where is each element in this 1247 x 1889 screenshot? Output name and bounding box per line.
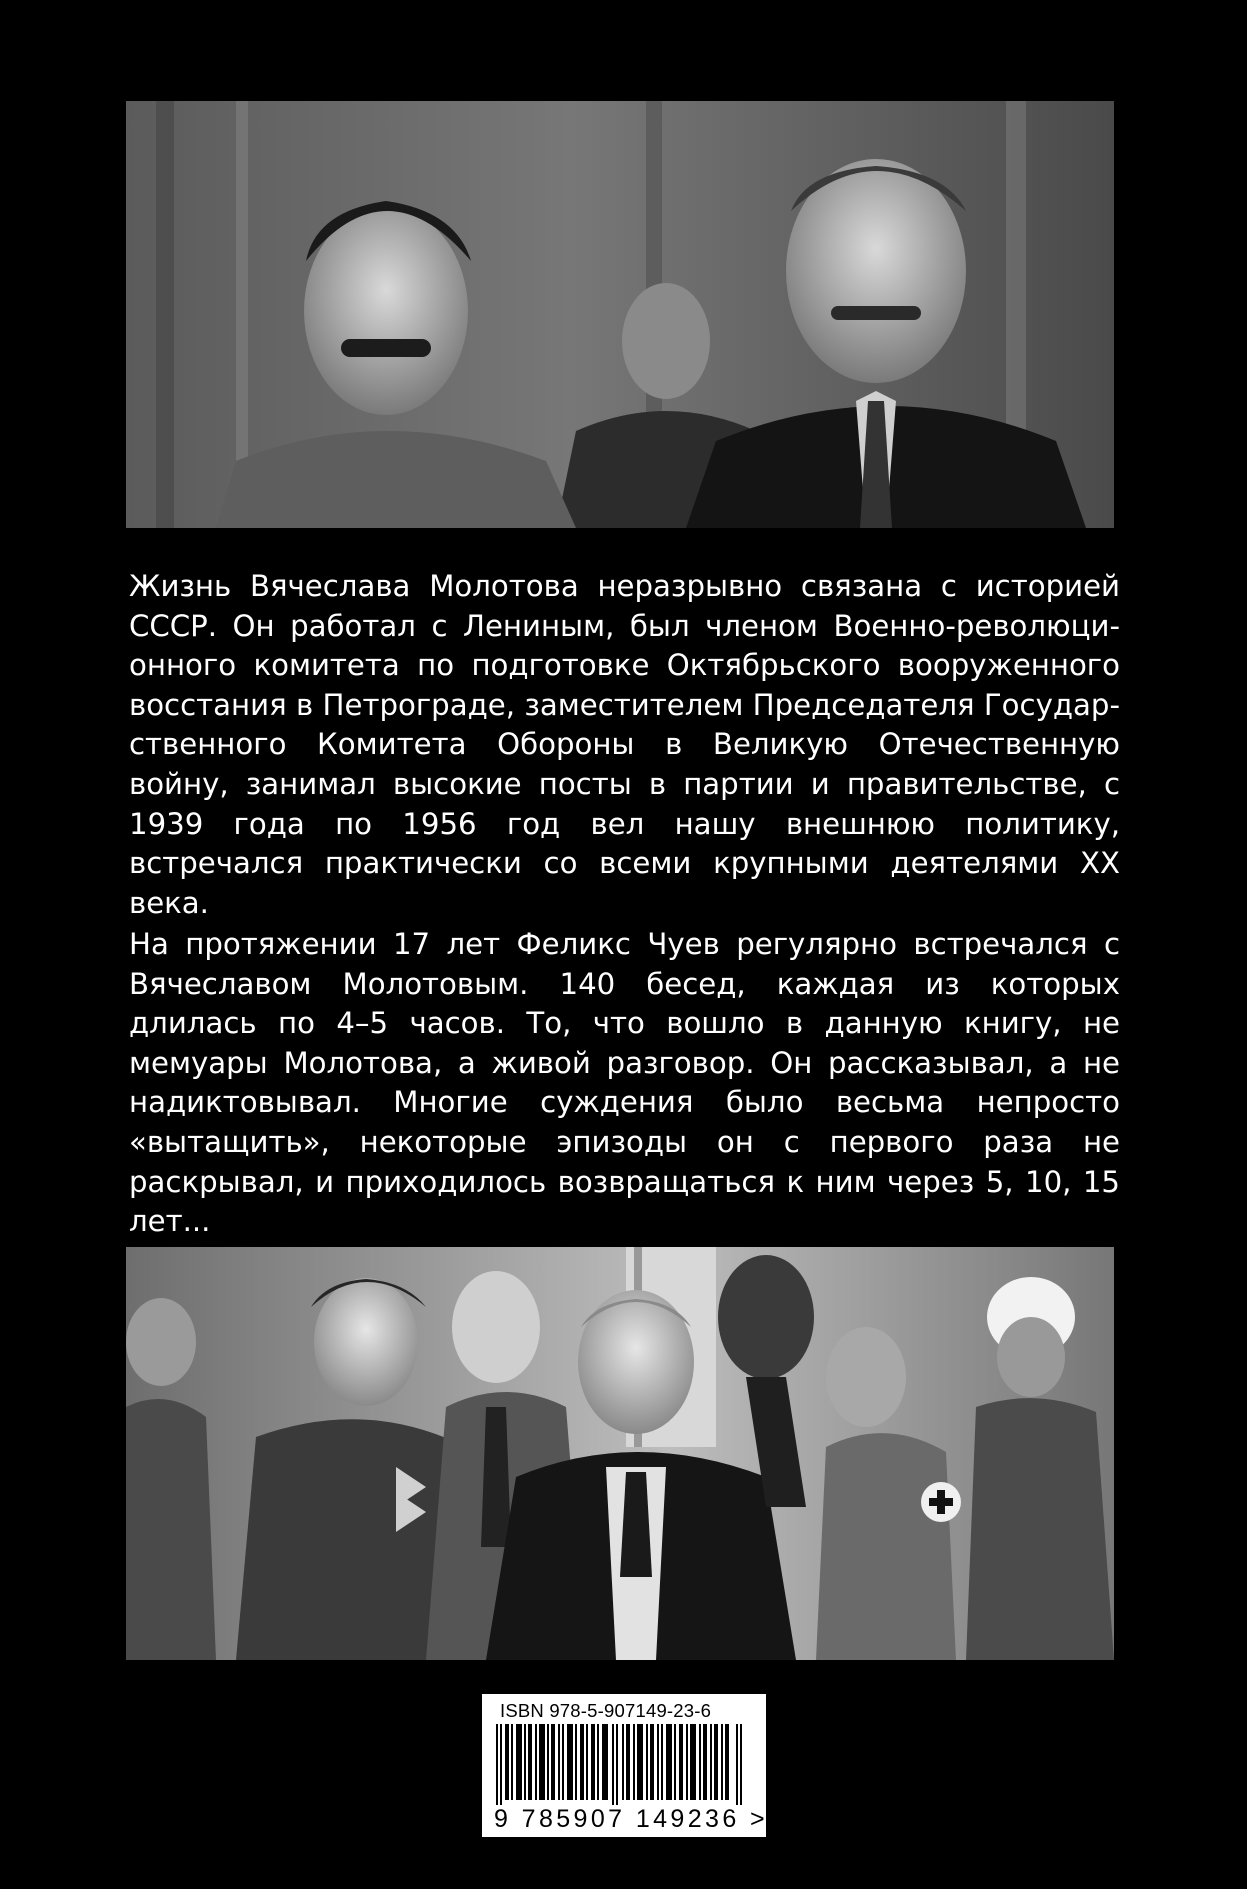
blurb-paragraph-2: На протяжении 17 лет Феликс Чуев регулярно встречался с Вячеславом Молотовым. 140 бесед, каждая из которых длилась по 4–5 часов. То, что вошло в данную книгу, не мемуары Молотова, а живой разговор. Он рассказывал, а не надиктовывал. Многие суждения было весьма непросто «вытащить», некоторые эпизоды он с первого раза не раскрывал, и приходилось возвращаться к ним через 5, 10, 15 лет... <box>129 927 1120 1239</box>
isbn-barcode <box>482 1694 766 1837</box>
bottom-photo <box>126 1247 1114 1660</box>
top-photo <box>126 101 1114 528</box>
barcode-bars <box>496 1724 746 1808</box>
top-photo-image <box>126 101 1114 528</box>
isbn-label: ISBN 978-5-907149-23-6 <box>500 1700 712 1721</box>
blurb-paragraph-1: Жизнь Вячеслава Молотова неразрывно связана с историей СССР. Он работал с Лениным, был членом Военно-революционного комитета по подготовке Октябрьского вооруженного восстания в Петрограде, заместителем Председателя Государственного Комитета Обороны в Великую Отечественную войну, занимал высокие посты в партии и правительстве, с 1939 года по 1956 год вел нашу внешнюю политику, встречался практически со всеми крупными деятелями XX века. <box>129 569 1120 920</box>
bottom-photo-image <box>126 1247 1114 1660</box>
barcode-digits: 9 785907 149236 > <box>494 1805 768 1833</box>
